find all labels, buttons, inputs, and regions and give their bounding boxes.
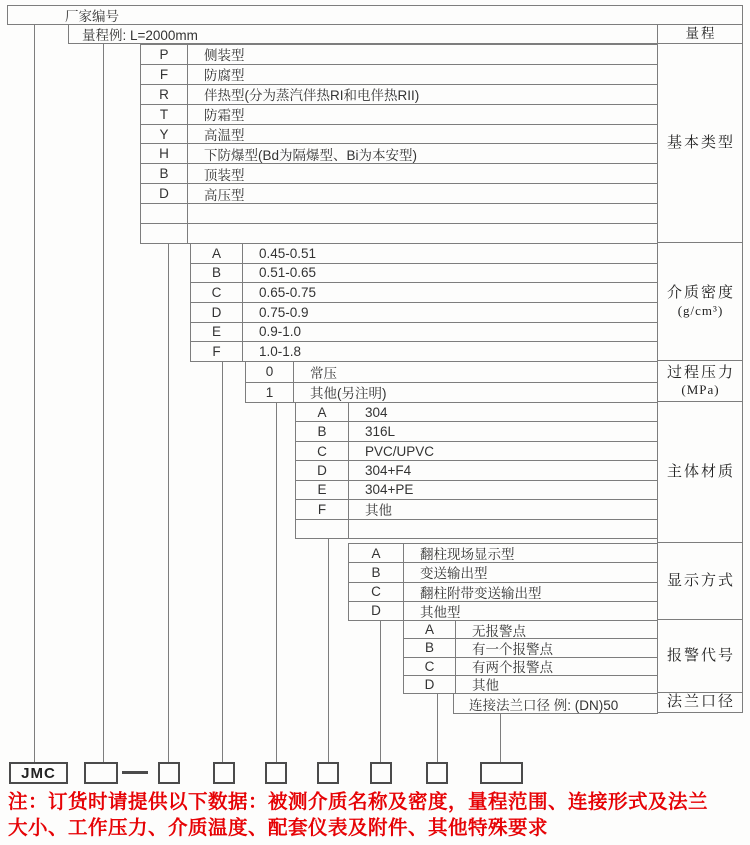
desc-cell <box>188 204 658 223</box>
table-row <box>296 403 658 422</box>
section-label-text: 法兰口径 <box>666 694 735 711</box>
table-row <box>404 676 658 694</box>
code-cell: E <box>191 323 243 342</box>
desc-cell: 304 <box>365 404 388 420</box>
factory-number-row <box>7 5 743 25</box>
desc-cell: 伴热型(分为蒸汽伴热RI和电伴热RII) <box>204 88 420 104</box>
table-row <box>296 520 658 539</box>
table-row <box>141 144 658 164</box>
desc-cell: 侧装型 <box>204 48 245 64</box>
section-medium-density <box>190 243 658 362</box>
code-cell: B <box>404 639 456 656</box>
code-box-range <box>84 762 118 784</box>
desc-cell: PVC/UPVC <box>365 443 435 459</box>
desc-cell: 常压 <box>310 365 337 381</box>
desc-cell: 防腐型 <box>204 68 245 84</box>
connector-line <box>222 361 223 762</box>
code-cell: F <box>191 342 243 361</box>
section-label-range: 量程 <box>657 25 743 44</box>
table-row <box>191 323 658 343</box>
table-row <box>141 164 658 184</box>
range-row <box>68 25 658 44</box>
code-cell: A <box>404 621 456 638</box>
desc-cell: 无报警点 <box>472 623 526 639</box>
desc-cell: 其他 <box>365 503 392 519</box>
code-box-basic-type <box>158 762 180 784</box>
table-row <box>191 303 658 323</box>
section-label-text: 过程压力 <box>666 364 735 381</box>
desc-cell: 变送输出型 <box>420 566 488 582</box>
code-cell: A <box>296 403 349 421</box>
table-row <box>191 244 658 264</box>
code-cell: D <box>141 184 188 203</box>
separator-dash <box>122 771 148 774</box>
code-cell: F <box>296 500 349 518</box>
table-row <box>141 45 658 65</box>
code-box-flange-size <box>480 762 523 784</box>
code-box-body-material <box>317 762 339 784</box>
desc-cell: 1.0-1.8 <box>259 344 302 360</box>
code-cell: 0 <box>246 362 294 382</box>
section-process-pressure <box>245 361 658 403</box>
order-note <box>8 789 748 841</box>
code-cell: T <box>141 105 188 124</box>
code-cell: Y <box>141 125 188 144</box>
table-row <box>141 184 658 204</box>
table-row <box>454 694 658 714</box>
section-label-basic-type <box>657 44 743 243</box>
code-cell <box>296 520 349 538</box>
code-cell: P <box>141 45 188 64</box>
desc-cell <box>349 520 658 538</box>
desc-cell <box>188 224 658 243</box>
code-cell <box>141 224 188 243</box>
desc-cell: 防霜型 <box>204 108 245 124</box>
table-row <box>349 563 658 582</box>
table-row <box>246 383 658 404</box>
section-label-text: 显示方式 <box>666 572 735 589</box>
desc-cell: 翻柱现场显示型 <box>420 547 515 563</box>
connector-line <box>328 538 329 762</box>
section-label-text: 基本类型 <box>666 134 735 151</box>
table-row <box>404 658 658 676</box>
table-row <box>246 362 658 383</box>
code-cell: C <box>296 442 349 460</box>
code-cell: R <box>141 85 188 104</box>
desc-cell: 顶装型 <box>204 167 245 183</box>
desc-cell: 304+PE <box>365 482 414 498</box>
desc-cell: 高温型 <box>204 128 245 144</box>
connector-line <box>437 693 438 762</box>
desc-cell: 其他(另注明) <box>310 386 387 402</box>
order-note-line1: 注：订货时请提供以下数据：被测介质名称及密度，量程范围、连接形式及法兰 <box>8 791 709 813</box>
section-basic-type <box>140 44 658 244</box>
desc-cell: 有一个报警点 <box>472 641 553 657</box>
code-cell: C <box>349 583 404 601</box>
desc-cell: 0.9-1.0 <box>259 324 302 340</box>
code-cell: A <box>349 544 404 562</box>
connector-line <box>500 713 501 762</box>
code-cell: D <box>404 676 456 693</box>
section-label-medium-density <box>657 243 743 361</box>
section-label-text: 报警代号 <box>666 647 735 664</box>
table-row <box>296 500 658 519</box>
connector-line <box>34 25 35 762</box>
table-row <box>296 442 658 461</box>
section-label-process-pressure <box>657 361 743 402</box>
section-label-unit: (g/cm³) <box>677 302 724 318</box>
table-row <box>141 204 658 224</box>
table-row <box>141 105 658 125</box>
code-box-display-mode <box>370 762 392 784</box>
order-note-line2: 大小、工作压力、介质温度、配套仪表及附件、其他特殊要求 <box>8 817 549 839</box>
table-row <box>141 85 658 105</box>
code-cell: D <box>296 461 349 479</box>
table-row <box>141 125 658 145</box>
desc-cell: 316L <box>365 424 396 440</box>
connector-line <box>276 402 277 762</box>
section-label-body-material <box>657 402 743 543</box>
code-cell: D <box>191 303 243 322</box>
desc-cell: 0.45-0.51 <box>259 245 317 261</box>
code-box-medium-density <box>213 762 235 784</box>
code-cell: E <box>296 481 349 499</box>
section-alarm-code <box>403 620 658 694</box>
table-row <box>296 481 658 500</box>
desc-cell: 0.75-0.9 <box>259 304 309 320</box>
code-cell: B <box>349 563 404 581</box>
table-row <box>191 283 658 303</box>
desc-cell: 0.51-0.65 <box>259 265 317 281</box>
code-cell: B <box>141 164 188 183</box>
section-label-flange-size <box>657 693 743 713</box>
table-row <box>349 544 658 563</box>
section-label-text: 主体材质 <box>666 463 735 480</box>
code-cell: H <box>141 144 188 163</box>
desc-cell: 304+F4 <box>365 463 412 479</box>
desc-cell: 高压型 <box>204 187 245 203</box>
code-cell: 1 <box>246 383 294 403</box>
table-row <box>191 342 658 362</box>
code-cell: C <box>404 658 456 675</box>
factory-number-label: 厂家编号 <box>65 9 119 24</box>
desc-cell: 有两个报警点 <box>472 660 553 675</box>
table-row <box>404 639 658 657</box>
section-display-mode <box>348 543 658 621</box>
desc-cell: 其他 <box>472 678 499 693</box>
model-prefix-box: JMC <box>9 762 68 784</box>
table-row <box>296 422 658 441</box>
section-body-material <box>295 402 658 539</box>
section-flange-size <box>453 693 658 714</box>
table-row <box>349 583 658 602</box>
table-row <box>141 224 658 244</box>
desc-cell: 0.65-0.75 <box>259 285 317 301</box>
code-box-alarm-code <box>426 762 448 784</box>
code-cell: A <box>191 244 243 263</box>
section-label-display-mode <box>657 543 743 620</box>
code-cell: F <box>141 65 188 84</box>
connector-line <box>103 44 104 762</box>
table-row <box>296 461 658 480</box>
code-cell <box>141 204 188 223</box>
desc-cell: 翻柱附带变送输出型 <box>420 585 542 601</box>
desc-cell: 下防爆型(Bd为隔爆型、Bi为本安型) <box>204 147 418 163</box>
code-cell: B <box>296 422 349 440</box>
table-row <box>349 602 658 621</box>
code-cell: B <box>191 264 243 283</box>
code-box-process-pressure <box>265 762 287 784</box>
section-label-alarm-code <box>657 620 743 693</box>
table-row <box>141 65 658 85</box>
desc-cell: 连接法兰口径 例: (DN)50 <box>469 697 619 713</box>
code-cell: D <box>349 602 404 620</box>
desc-cell: 其他型 <box>420 604 461 620</box>
code-cell: C <box>191 283 243 302</box>
connector-line <box>380 620 381 762</box>
connector-line <box>168 243 169 762</box>
table-row <box>191 264 658 284</box>
section-label-text: 介质密度 <box>666 285 735 301</box>
range-example-label: 量程例: L=2000mm <box>82 28 198 43</box>
section-label-unit: (MPa) <box>681 382 720 398</box>
table-row <box>404 621 658 639</box>
